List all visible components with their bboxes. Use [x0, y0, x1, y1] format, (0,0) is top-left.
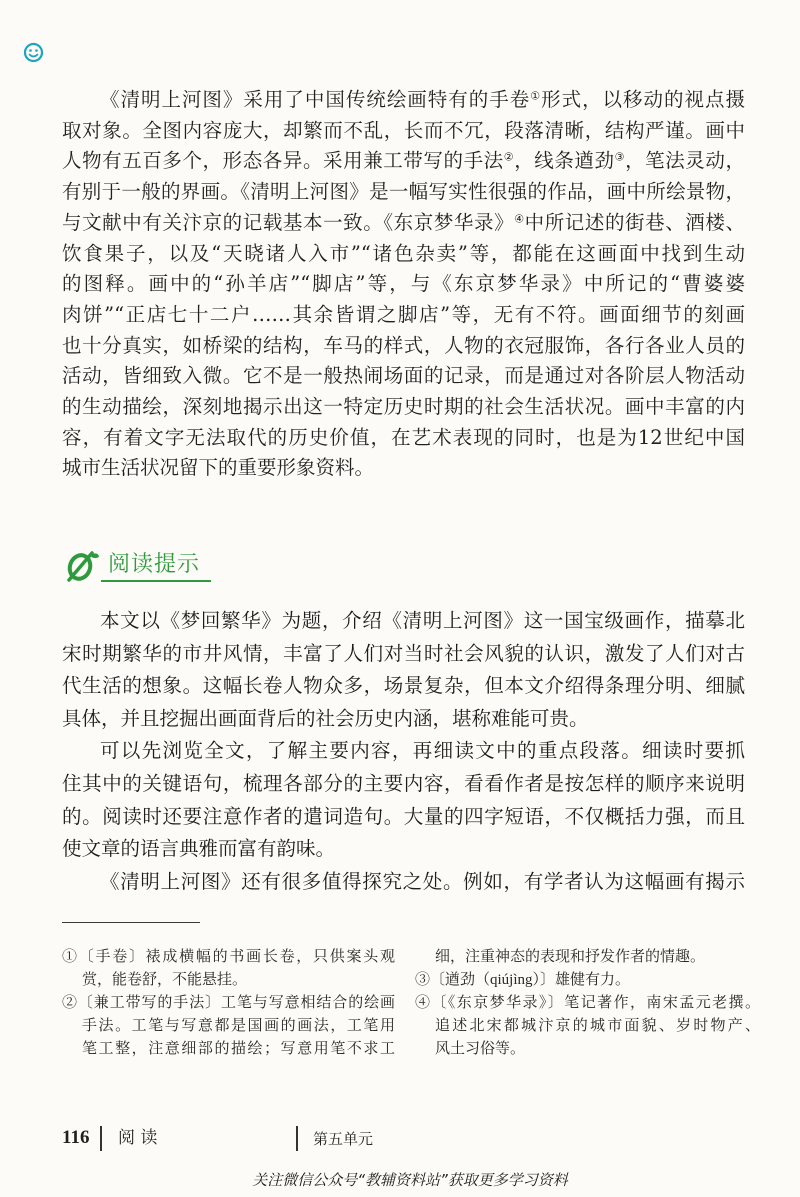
- tips-text-line: 宋时期繁华的市井风情，丰富了人们对当时社会风貌的认识，激发了人们对古: [62, 641, 745, 665]
- footnote-ref-marker: ①: [530, 89, 542, 103]
- footnote-line: 笔工整，注意细部的描绘；写意用笔不求工: [82, 1041, 395, 1057]
- tips-text-line: 具体，并且挖掘出画面背后的社会历史内涵，堪称难能可贵。: [62, 706, 589, 730]
- footnote-line: ①〔手卷〕裱成横幅的书画长卷，只供案头观: [62, 949, 395, 965]
- tips-text-line: 本文以《梦回繁华》为题，介绍《清明上河图》这一国宝级画作，描摹北: [100, 609, 745, 632]
- section-label: 阅 读: [118, 1128, 158, 1148]
- tips-text-line: 的。阅读时还要注意作者的遣词造句。大量的四字短语，不仅概括力强，而且: [62, 804, 745, 828]
- body-text-line: 活动，皆细致入微。它不是一般热闹场面的记录，而是通过对各阶层人物活动: [62, 364, 745, 388]
- body-text-line: 肉饼”“正店七十二户……其余皆谓之脚店”等，无有不符。画面细节的刻画: [62, 302, 745, 326]
- footnote-ref-marker: ③: [614, 150, 626, 164]
- body-text-line: 的生动描绘，深刻地揭示出这一特定历史时期的社会生活状况。画中丰富的内: [62, 395, 745, 419]
- body-text-line: 有别于一般的界画。《清明上河图》是一幅写实性很强的作品，画中所绘景物，: [62, 180, 745, 204]
- tips-text-line: 代生活的想象。这幅长卷人物众多，场景复杂，但本文介绍得条理分明、细腻: [62, 674, 745, 698]
- footnote-ref-marker: ②: [503, 150, 515, 164]
- body-text-line: 《清明上河图》采用了中国传统绘画特有的手卷①形式，以移动的视点摄: [100, 88, 745, 111]
- reading-tips-heading: 阅读提示: [108, 552, 201, 577]
- footnote-line: 赏，能卷舒，不能悬挂。: [82, 972, 248, 988]
- footnotes-right-column: [415, 946, 760, 1061]
- tips-text-line: 使文章的语言典雅而富有韵味。: [62, 837, 336, 861]
- footnote-line: 手法。工笔与写意都是国画的画法，工笔用: [82, 1018, 395, 1034]
- body-text-line: 饮食果子，以及“天晓诸人入市”“诸色杂卖”等，都能在这画面中找到生动: [62, 241, 745, 265]
- footer-divider: [296, 1126, 298, 1151]
- leaf-circle-icon: [63, 547, 101, 585]
- body-text-line: 与文献中有关汴京的记载基本一致。《东京梦华录》④中所记述的街巷、酒楼、: [62, 210, 745, 234]
- body-text-line: 的图释。画中的“孙羊店”“脚店”等，与《东京梦华录》中所记的“曹婆婆: [62, 272, 745, 296]
- footnote-line: 追述北宋都城汴京的城市面貌、岁时物产、: [435, 1018, 760, 1034]
- body-text-line: 也十分真实，如桥梁的结构，车马的样式，人物的衣冠服饰，各行各业人员的: [62, 333, 745, 357]
- body-text-line: 城市生活状况留下的重要形象资料。: [62, 456, 375, 480]
- body-text-line: 人物有五百多个，形态各异。采用兼工带写的手法②，线条遒劲③，笔法灵动，: [62, 149, 745, 173]
- tips-text-line: 住其中的关键语句，梳理各部分的主要内容，看看作者是按怎样的顺序来说明: [62, 771, 745, 795]
- footnote-ref-marker: ④: [514, 212, 525, 226]
- tips-text-line: 可以先浏览全文，了解主要内容，再细读文中的重点段落。细读时要抓: [100, 739, 745, 763]
- heading-underline: [101, 580, 211, 582]
- page-number: 116: [62, 1127, 90, 1148]
- unit-label: 第五单元: [313, 1130, 374, 1148]
- smiley-face-icon: [23, 42, 44, 63]
- footnotes-left-column: [62, 946, 395, 1061]
- footnote-line: ④〔《东京梦华录》〕笔记著作，南宋孟元老撰。: [415, 995, 760, 1011]
- footnote-line: 细，注重神态的表现和抒发作者的情趣。: [435, 949, 706, 965]
- watermark-text: 关注微信公众号“教辅资料站”获取更多学习资料: [252, 1171, 568, 1189]
- footnote-divider: [62, 922, 200, 923]
- footnote-line: ②〔兼工带写的手法〕工笔与写意相结合的绘画: [62, 995, 395, 1011]
- body-text-line: 取对象。全图内容庞大，却繁而不乱，长而不冗，段落清晰，结构严谨。画中: [62, 118, 745, 142]
- footnote-line: ③〔遒劲（qiújìng）〕雄健有力。: [415, 972, 631, 988]
- body-text-line: 容，有着文字无法取代的历史价值，在艺术表现的同时，也是为12世纪中国: [62, 425, 745, 449]
- reading-tips-body: [62, 605, 745, 898]
- footnote-line: 风土习俗等。: [435, 1041, 526, 1057]
- main-article-text: [62, 85, 745, 484]
- tips-text-line: 《清明上河图》还有很多值得探究之处。例如，有学者认为这幅画有揭示: [100, 869, 745, 893]
- footer-divider: [100, 1126, 102, 1151]
